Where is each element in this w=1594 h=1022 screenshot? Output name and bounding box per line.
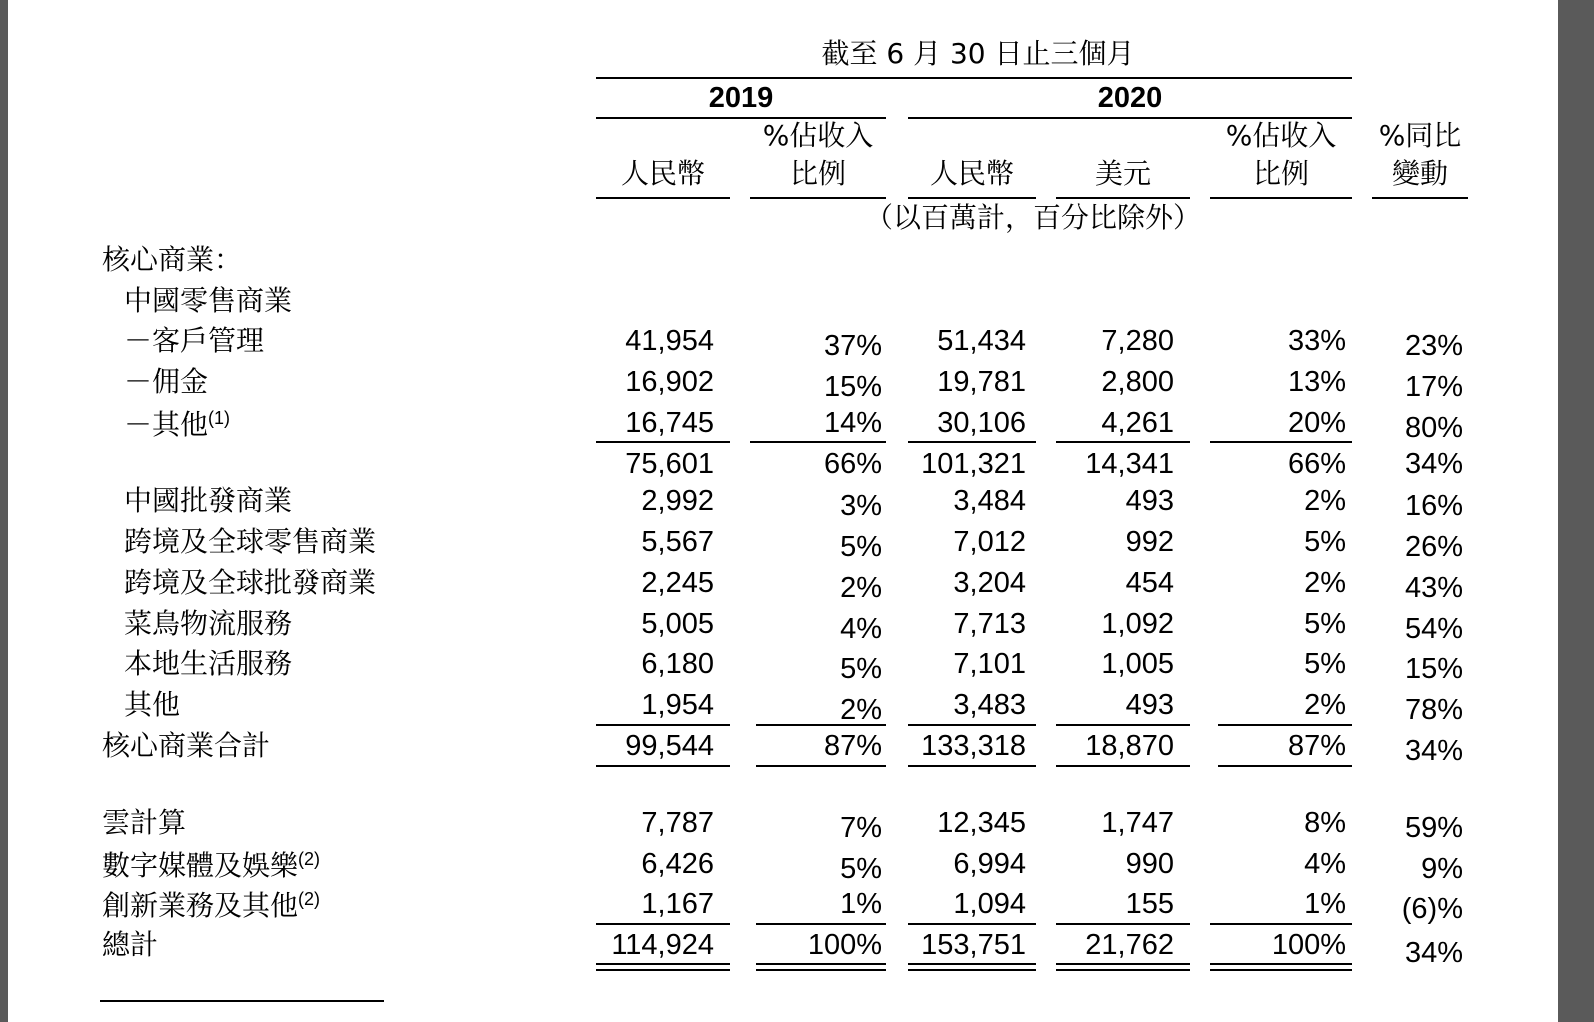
row-label — [124, 365, 209, 398]
cell-rmb-2020: 30,106 — [937, 407, 1026, 439]
cell-pct-2019: 100% — [807, 929, 882, 961]
cell-usd-2020: 2,800 — [1101, 366, 1174, 398]
cell-usd-2020: 18,870 — [1085, 730, 1174, 762]
cell-usd-2020: 990 — [1125, 848, 1174, 880]
subtotal-rule — [908, 441, 1036, 443]
col-pct-2020-line1: %佔收入 — [1225, 119, 1337, 152]
core-total-bottom-rule — [756, 765, 886, 767]
row-label-text: －客戶管理 — [124, 324, 265, 357]
cell-usd-2020: 493 — [1125, 689, 1174, 721]
row-label-text: 菜鳥物流服務 — [124, 607, 293, 640]
col-rmb-2019: 人民幣 — [620, 157, 705, 190]
cell-pct-2020: 5% — [1304, 608, 1346, 640]
row-label — [102, 850, 320, 880]
row-label-text: －佣金 — [124, 365, 209, 398]
row-label — [102, 928, 159, 961]
cell-rmb-2020: 3,204 — [953, 567, 1026, 599]
col-yoy-line1: %同比 — [1378, 119, 1462, 152]
col-usd-2020: 美元 — [1094, 157, 1151, 190]
cell-pct-2019: 2% — [840, 694, 882, 726]
core-total-top-rule — [596, 724, 730, 726]
cell-rmb-2019: 16,902 — [625, 366, 714, 398]
cell-rmb-2019: 5,567 — [641, 526, 714, 558]
row-label-text: 跨境及全球批發商業 — [124, 566, 377, 599]
cell-yoy: 17% — [1404, 371, 1463, 403]
year-2020: 2020 — [1097, 82, 1163, 114]
cell-rmb-2020: 3,483 — [953, 689, 1026, 721]
cell-pct-2020: 4% — [1304, 848, 1346, 880]
row-label-text: 創新業務及其他 — [102, 889, 299, 922]
cell-yoy: 34% — [1404, 735, 1463, 767]
cell-rmb-2020: 1,094 — [953, 888, 1026, 920]
cell-pct-2019: 4% — [840, 613, 882, 645]
row-label-text: 雲計算 — [102, 806, 187, 839]
cell-pct-2019: 87% — [823, 730, 882, 762]
cell-rmb-2019: 2,992 — [641, 485, 714, 517]
cell-rmb-2019: 5,005 — [641, 608, 714, 640]
cell-usd-2020: 155 — [1125, 888, 1174, 920]
cell-pct-2020: 2% — [1304, 689, 1346, 721]
cell-pct-2020: 5% — [1304, 526, 1346, 558]
cell-usd-2020: 1,092 — [1101, 608, 1174, 640]
cell-pct-2019: 3% — [840, 490, 882, 522]
row-label — [102, 806, 187, 839]
row-label — [124, 688, 181, 721]
cell-rmb-2019: 41,954 — [625, 325, 714, 357]
row-label — [124, 525, 377, 558]
footnote-separator — [100, 1000, 384, 1002]
cell-rmb-2019: 6,426 — [641, 848, 714, 880]
cell-yoy: 26% — [1404, 531, 1463, 563]
grand-total-top-rule — [1210, 923, 1352, 925]
cell-yoy: 23% — [1404, 330, 1463, 362]
cell-yoy: 34% — [1404, 448, 1463, 480]
cell-yoy: 78% — [1404, 694, 1463, 726]
cell-pct-2019: 14% — [823, 407, 882, 439]
grand-total-top-rule — [1056, 923, 1190, 925]
document-page — [8, 0, 1558, 1022]
cell-pct-2019: 37% — [823, 330, 882, 362]
core-total-top-rule — [908, 724, 1036, 726]
year-2019: 2019 — [708, 82, 774, 114]
cell-pct-2020: 100% — [1271, 929, 1346, 961]
subtotal-rule — [596, 441, 730, 443]
grand-total-double-rule — [596, 963, 730, 971]
row-label-text: 總計 — [102, 928, 159, 961]
row-label-text: 核心商業合計 — [102, 729, 271, 762]
section-china-retail: 中國零售商業 — [124, 284, 293, 317]
row-label — [124, 324, 265, 357]
footnote-marker: (2) — [298, 849, 321, 869]
cell-pct-2019: 15% — [823, 371, 882, 403]
row-label — [124, 409, 230, 439]
col-rule-usd-2020 — [1056, 197, 1190, 199]
cell-pct-2020: 66% — [1287, 448, 1346, 480]
col-rule-pct-2019 — [750, 197, 886, 199]
cell-rmb-2019: 99,544 — [625, 730, 714, 762]
cell-pct-2019: 2% — [840, 572, 882, 604]
core-total-top-rule — [1218, 724, 1352, 726]
cell-pct-2019: 7% — [840, 812, 882, 844]
cell-pct-2019: 5% — [840, 853, 882, 885]
col-rule-rmb-2019 — [596, 197, 730, 199]
cell-rmb-2020: 19,781 — [937, 366, 1026, 398]
col-pct-2020-line2: 比例 — [1252, 157, 1309, 190]
cell-rmb-2019: 1,954 — [641, 689, 714, 721]
core-total-bottom-rule — [1056, 765, 1190, 767]
row-label-text: 跨境及全球零售商業 — [124, 525, 377, 558]
subtotal-rule — [750, 441, 886, 443]
cell-rmb-2020: 7,101 — [953, 648, 1026, 680]
col-rule-rmb-2020 — [908, 197, 1036, 199]
cell-yoy: 54% — [1404, 613, 1463, 645]
cell-yoy: 43% — [1404, 572, 1463, 604]
cell-pct-2020: 1% — [1304, 888, 1346, 920]
cell-usd-2020: 1,005 — [1101, 648, 1174, 680]
row-label-text: 本地生活服務 — [124, 647, 293, 680]
row-label-text: 數字媒體及娛樂 — [102, 849, 299, 882]
cell-pct-2020: 33% — [1287, 325, 1346, 357]
cell-pct-2020: 2% — [1304, 485, 1346, 517]
cell-pct-2020: 13% — [1287, 366, 1346, 398]
col-yoy-line2: 變動 — [1391, 157, 1448, 190]
cell-rmb-2019: 16,745 — [625, 407, 714, 439]
col-rmb-2020: 人民幣 — [929, 157, 1014, 190]
period-title-text: 截至 6 月 30 日止三個月 — [821, 37, 1135, 70]
grand-total-double-rule — [1210, 963, 1352, 971]
col-pct-2019-line2: 比例 — [789, 157, 846, 190]
cell-usd-2020: 14,341 — [1085, 448, 1174, 480]
grand-total-double-rule — [756, 963, 886, 971]
footnote-marker: (1) — [208, 408, 231, 428]
subtotal-rule — [1056, 441, 1190, 443]
core-total-bottom-rule — [1218, 765, 1352, 767]
cell-usd-2020: 454 — [1125, 567, 1174, 599]
cell-usd-2020: 493 — [1125, 485, 1174, 517]
cell-rmb-2020: 7,713 — [953, 608, 1026, 640]
cell-usd-2020: 992 — [1125, 526, 1174, 558]
cell-pct-2019: 1% — [840, 888, 882, 920]
row-label — [124, 566, 377, 599]
cell-yoy: 59% — [1404, 812, 1463, 844]
cell-rmb-2019: 1,167 — [641, 888, 714, 920]
grand-total-double-rule — [908, 963, 1036, 971]
cell-rmb-2020: 7,012 — [953, 526, 1026, 558]
footnote-marker: (2) — [298, 889, 321, 909]
cell-pct-2020: 2% — [1304, 567, 1346, 599]
cell-pct-2019: 5% — [840, 531, 882, 563]
row-label-text: 其他 — [124, 688, 181, 721]
row-label-text: －其他 — [124, 408, 209, 441]
cell-rmb-2020: 153,751 — [921, 929, 1026, 961]
cell-yoy: (6)% — [1401, 893, 1463, 925]
grand-total-top-rule — [908, 923, 1036, 925]
cell-yoy: 16% — [1404, 490, 1463, 522]
cell-pct-2019: 5% — [840, 653, 882, 685]
row-label — [124, 647, 293, 680]
row-label — [102, 729, 271, 762]
section-core: 核心商業： — [102, 243, 243, 276]
row-label — [102, 890, 320, 920]
cell-pct-2020: 8% — [1304, 807, 1346, 839]
row-label-text: 中國批發商業 — [124, 484, 293, 517]
cell-rmb-2019: 2,245 — [641, 567, 714, 599]
core-total-top-rule — [1056, 724, 1190, 726]
cell-rmb-2020: 12,345 — [937, 807, 1026, 839]
row-label — [124, 484, 293, 517]
cell-yoy: 15% — [1404, 653, 1463, 685]
cell-usd-2020: 4,261 — [1101, 407, 1174, 439]
col-rule-pct-2020 — [1210, 197, 1352, 199]
grand-total-double-rule — [1056, 963, 1190, 971]
cell-rmb-2020: 133,318 — [921, 730, 1026, 762]
col-pct-2019-line1: %佔收入 — [762, 119, 874, 152]
subtotal-rule — [1210, 441, 1352, 443]
core-total-bottom-rule — [908, 765, 1036, 767]
cell-usd-2020: 7,280 — [1101, 325, 1174, 357]
period-title — [798, 37, 1158, 70]
cell-rmb-2020: 101,321 — [921, 448, 1026, 480]
cell-rmb-2019: 114,924 — [611, 929, 714, 961]
cell-yoy: 80% — [1404, 412, 1463, 444]
cell-usd-2020: 1,747 — [1101, 807, 1174, 839]
cell-rmb-2019: 7,787 — [641, 807, 714, 839]
cell-pct-2020: 20% — [1287, 407, 1346, 439]
units-note: （以百萬計，百分比除外） — [864, 201, 1201, 234]
core-total-bottom-rule — [596, 765, 730, 767]
cell-pct-2020: 87% — [1287, 730, 1346, 762]
cell-usd-2020: 21,762 — [1085, 929, 1174, 961]
cell-rmb-2019: 75,601 — [625, 448, 714, 480]
cell-rmb-2019: 6,180 — [641, 648, 714, 680]
row-label — [124, 607, 293, 640]
header-rule — [596, 77, 1352, 79]
cell-pct-2019: 66% — [823, 448, 882, 480]
cell-pct-2020: 5% — [1304, 648, 1346, 680]
cell-yoy: 9% — [1421, 853, 1463, 885]
grand-total-top-rule — [756, 923, 886, 925]
cell-yoy: 34% — [1404, 937, 1463, 969]
grand-total-top-rule — [596, 923, 730, 925]
core-total-top-rule — [756, 724, 886, 726]
cell-rmb-2020: 51,434 — [937, 325, 1026, 357]
cell-rmb-2020: 3,484 — [953, 485, 1026, 517]
col-rule-yoy — [1372, 197, 1468, 199]
cell-rmb-2020: 6,994 — [953, 848, 1026, 880]
